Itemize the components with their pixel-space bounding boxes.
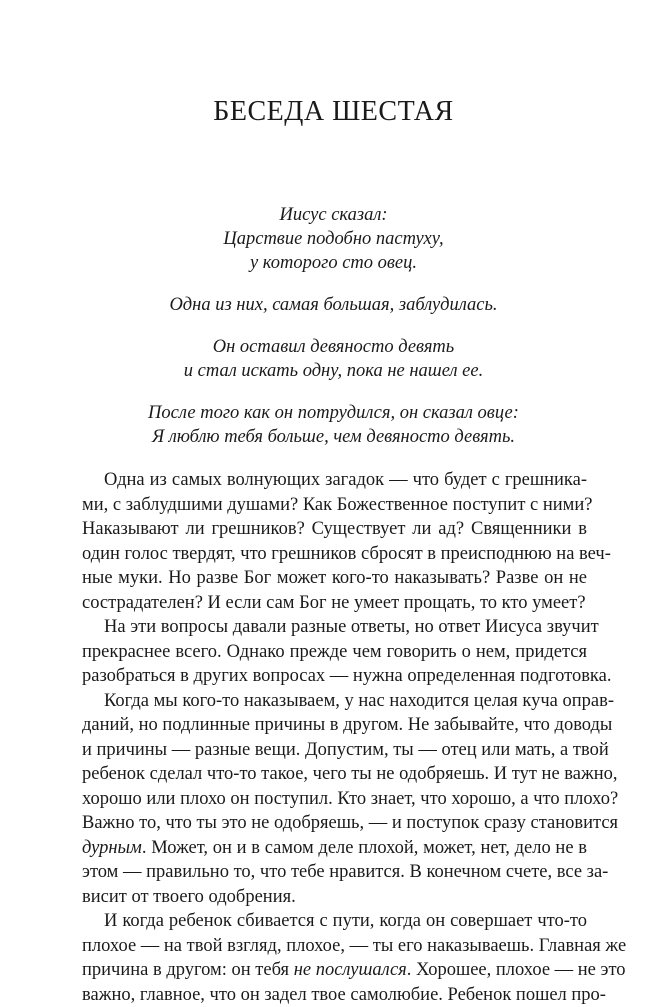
text-line: этом — правильно то, что тебе нравится. В конечном счете, все за- — [82, 860, 587, 885]
text-line: Наказывают ли грешников? Существует ли ад? Священники в — [82, 517, 587, 542]
epigraph-line: и стал искать одну, пока не нашел ее. — [80, 359, 587, 383]
text-segment: . Может, он и в самом деле плохой, может, нет, дело не в — [142, 838, 587, 858]
text-line: важно, главное, что он задел твое самолюбие. Ребенок пошел про- — [82, 983, 587, 1007]
epigraph — [80, 203, 587, 467]
text-line: На эти вопросы давали разные ответы, но ответ Иисуса звучит — [82, 615, 587, 640]
text-line: прекраснее всего. Однако прежде чем говорить о нем, придется — [82, 640, 587, 665]
text-line — [82, 836, 587, 861]
emphasis: не послушался — [294, 960, 407, 980]
text-segment: причина в другом: он тебя — [82, 960, 294, 980]
text-line: даний, но подлинные причины в другом. Не забывайте, что доводы — [82, 713, 587, 738]
epigraph-line: Одна из них, самая большая, заблудилась. — [80, 293, 587, 317]
epigraph-stanza — [80, 335, 587, 383]
epigraph-line: у которого сто овец. — [80, 251, 587, 275]
text-line: ми, с заблудшими душами? Как Божественное поступит с ними? — [82, 493, 587, 518]
epigraph-line: Царствие подобно пастуху, — [80, 227, 587, 251]
text-line: Важно то, что ты это не одобряешь, — и поступок сразу становится — [82, 811, 587, 836]
epigraph-line: Он оставил девяносто девять — [80, 335, 587, 359]
text-line: Когда мы кого-то наказываем, у нас находится целая куча оправ- — [82, 689, 587, 714]
text-line: хорошо или плохо он поступил. Кто знает, что хорошо, а что плохо? — [82, 787, 587, 812]
text-line: ребенок сделал что-то такое, чего ты не одобряешь. И тут не важно, — [82, 762, 587, 787]
text-segment: . Хорошее, плохое — не это — [407, 960, 626, 980]
text-line: висит от твоего одобрения. — [82, 885, 587, 910]
text-line: плохое — на твой взгляд, плохое, — ты его наказываешь. Главная же — [82, 934, 587, 959]
epigraph-line: Иисус сказал: — [80, 203, 587, 227]
epigraph-stanza — [80, 401, 587, 449]
text-line — [82, 958, 587, 983]
text-line: сострадателен? И если сам Бог не умеет прощать, то кто умеет? — [82, 591, 587, 616]
text-line: Одна из самых волнующих загадок — что будет с грешника- — [82, 468, 587, 493]
epigraph-line: Я люблю тебя больше, чем девяносто девять. — [80, 425, 587, 449]
text-line: и причины — разные вещи. Допустим, ты — отец или мать, а твой — [82, 738, 587, 763]
epigraph-stanza — [80, 293, 587, 317]
epigraph-stanza — [80, 203, 587, 275]
epigraph-line: После того как он потрудился, он сказал овце: — [80, 401, 587, 425]
chapter-title: БЕСЕДА ШЕСТАЯ — [0, 96, 667, 128]
text-line: разобраться в других вопросах — нужна определенная подготовка. — [82, 664, 587, 689]
text-line: И когда ребенок сбивается с пути, когда он совершает что-то — [82, 909, 587, 934]
text-line: ные муки. Но разве Бог может кого-то наказывать? Разве он не — [82, 566, 587, 591]
emphasis: дурным — [82, 838, 142, 858]
body-text — [82, 468, 587, 1007]
text-line: один голос твердят, что грешников сбросят в преисподнюю на веч- — [82, 542, 587, 567]
